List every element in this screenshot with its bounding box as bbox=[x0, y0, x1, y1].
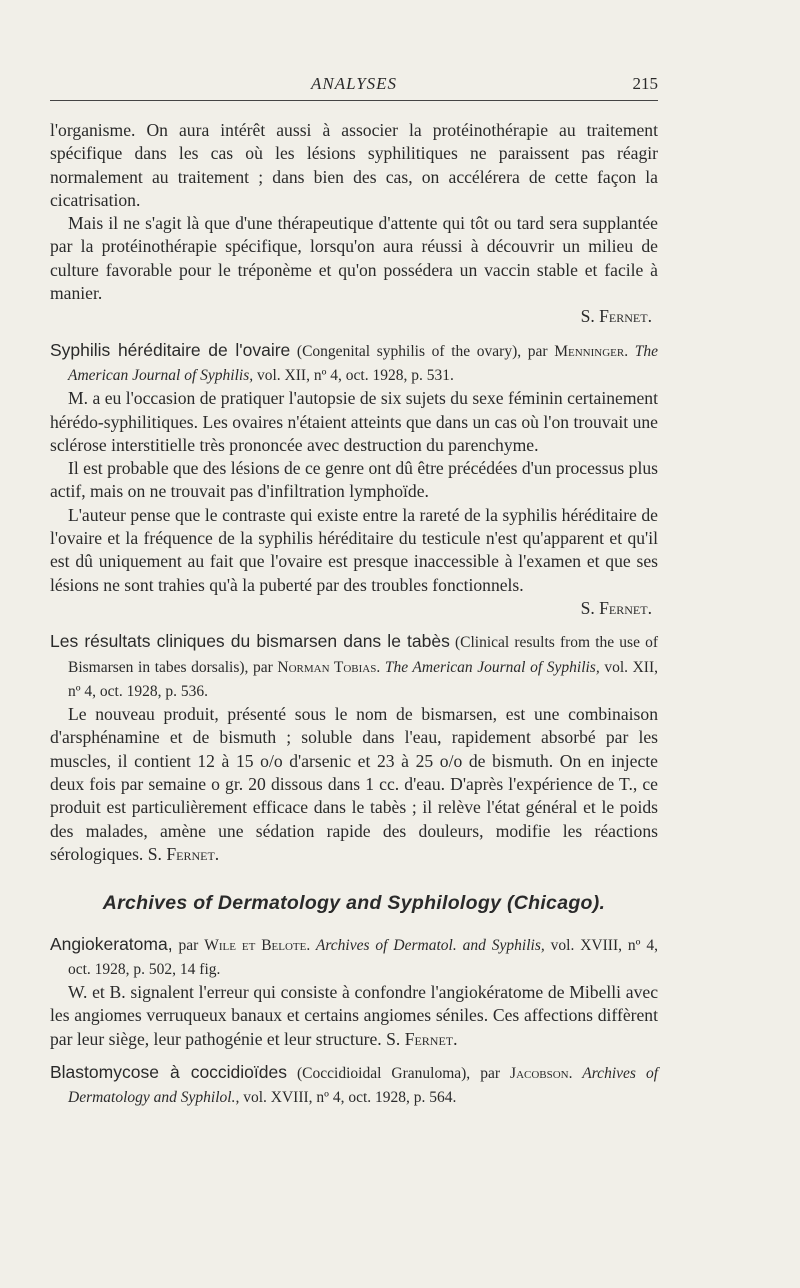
article-heading: Blastomycose à coccidioïdes (Coccidioidal Granuloma), par Jacobson. Archives of Dermatology and Syphilol., vol. XVIII, nº 4, oct. 1928, p. 564. bbox=[50, 1061, 658, 1107]
article-title: Angiokeratoma, bbox=[50, 933, 173, 954]
running-title: ANALYSES bbox=[310, 74, 398, 93]
article-title: Les résultats cliniques du bismarsen dans le tabès bbox=[50, 631, 450, 652]
running-header bbox=[50, 74, 658, 98]
signature: S. Fernet. bbox=[580, 306, 652, 327]
journal-ref: Archives of Dermatol. and Syphilis, bbox=[310, 936, 545, 954]
article-title: Blastomycose à coccidioïdes bbox=[50, 1061, 287, 1082]
paragraph: Mais il ne s'agit là que d'une thérapeutique d'attente qui tôt ou tard sera supplantée par la protéinothérapie spécifique, lorsqu'on aura réussi à découvrir un milieu de culture favorable pour le tréponème et qu'on possédera un vaccin stable et facile à manier. bbox=[50, 213, 658, 304]
author: Norman Tobias. bbox=[277, 658, 381, 676]
author: Wile et Belote. bbox=[204, 936, 311, 954]
author: Jacobson. bbox=[510, 1064, 573, 1082]
article-heading: Les résultats cliniques du bismarsen dans le tabès (Clinical results from the use of Bismarsen in tabes dorsalis), par Norman Tobias. The American Journal of Syphilis, vol. XII, nº 4, oct. 1928, p. 536. bbox=[50, 631, 658, 700]
page-number: 215 bbox=[632, 74, 658, 93]
paragraph: Il est probable que des lésions de ce genre ont dû être précédées d'un processus plus actif, mais on ne trouvait pas d'infiltration lymphoïde. bbox=[50, 458, 658, 502]
signature: S. Fernet. bbox=[386, 1028, 458, 1049]
journal-ref: Archives of Dermatology and Syphilol., bbox=[68, 1064, 658, 1107]
article-heading: Angiokeratoma, par Wile et Belote. Archives of Dermatol. and Syphilis, vol. XVIII, nº 4, oct. 1928, p. 502, 14 fig. bbox=[50, 933, 658, 978]
paragraph: Le nouveau produit, présenté sous le nom de bismarsen, est une combinaison d'arsphénamine et de bismuth ; soluble dans l'eau, rapidement absorbé par les muscles, il contient 12 à 15 o/o d'arsenic et 23 à 25 o/o de bismuth. On en injecte deux fois par semaine o gr. 20 dissous dans 1 cc. d'eau. D'après l'expérience de T., ce produit est particulièrement efficace dans le tabès ; il relève l'état général et le poids des malades, amène une sédation rapide des douleurs, modifie les réactions sérologiques. S. Fernet. bbox=[50, 704, 658, 864]
paragraph: l'organisme. On aura intérêt aussi à associer la protéinothérapie au traitement spécifique dans les cas où les lésions syphilitiques ne paraissent pas réagir normalement au traitement ; dans bien des cas, on accélérera de cette façon la cicatrisation. bbox=[50, 120, 658, 210]
header-rule bbox=[50, 100, 658, 101]
paragraph: M. a eu l'occasion de pratiquer l'autopsie de six sujets du sexe féminin certainement hérédo-syphilitiques. Les ovaires n'étaient atteints que dans un cas où l'on trouvait une sclérose interstitielle très prononcée avec destruction du parenchyme. bbox=[50, 388, 658, 455]
journal-ref: The American Journal of Syphilis, bbox=[68, 342, 659, 384]
signature: S. Fernet. bbox=[580, 597, 652, 618]
article-heading: Syphilis héréditaire de l'ovaire (Congenital syphilis of the ovary), par Menninger. The American Journal of Syphilis, vol. XII, nº 4, oct. 1928, p. 531. bbox=[50, 339, 659, 384]
author: Menninger. bbox=[554, 342, 629, 360]
page-body bbox=[50, 119, 658, 1110]
paragraph: L'auteur pense que le contraste qui existe entre la rareté de la syphilis héréditaire de l'ovaire et la fréquence de la syphilis héréditaire du testicule n'est qu'apparent et qu'il est dû uniquement au fait que l'ovaire est presque inaccessible à l'examen et que ses lésions ne sont trahies qu'à la puberté par des troubles fonctionnels. bbox=[50, 504, 658, 595]
signature: S. Fernet. bbox=[147, 843, 220, 864]
journal-ref: The American Journal of Syphilis, bbox=[380, 658, 600, 676]
paragraph: W. et B. signalent l'erreur qui consiste à confondre l'angiokératome de Mibelli avec les angiomes verruqueux banaux et certains angiomes séniles. Ces affections diffèrent par leur siège, leur pathogénie et leur structure. S. Fernet. bbox=[50, 982, 658, 1049]
article-title: Syphilis héréditaire de l'ovaire bbox=[50, 339, 291, 360]
journal-heading: Archives of Dermatology and Syphilology (Chicago). bbox=[102, 892, 606, 915]
